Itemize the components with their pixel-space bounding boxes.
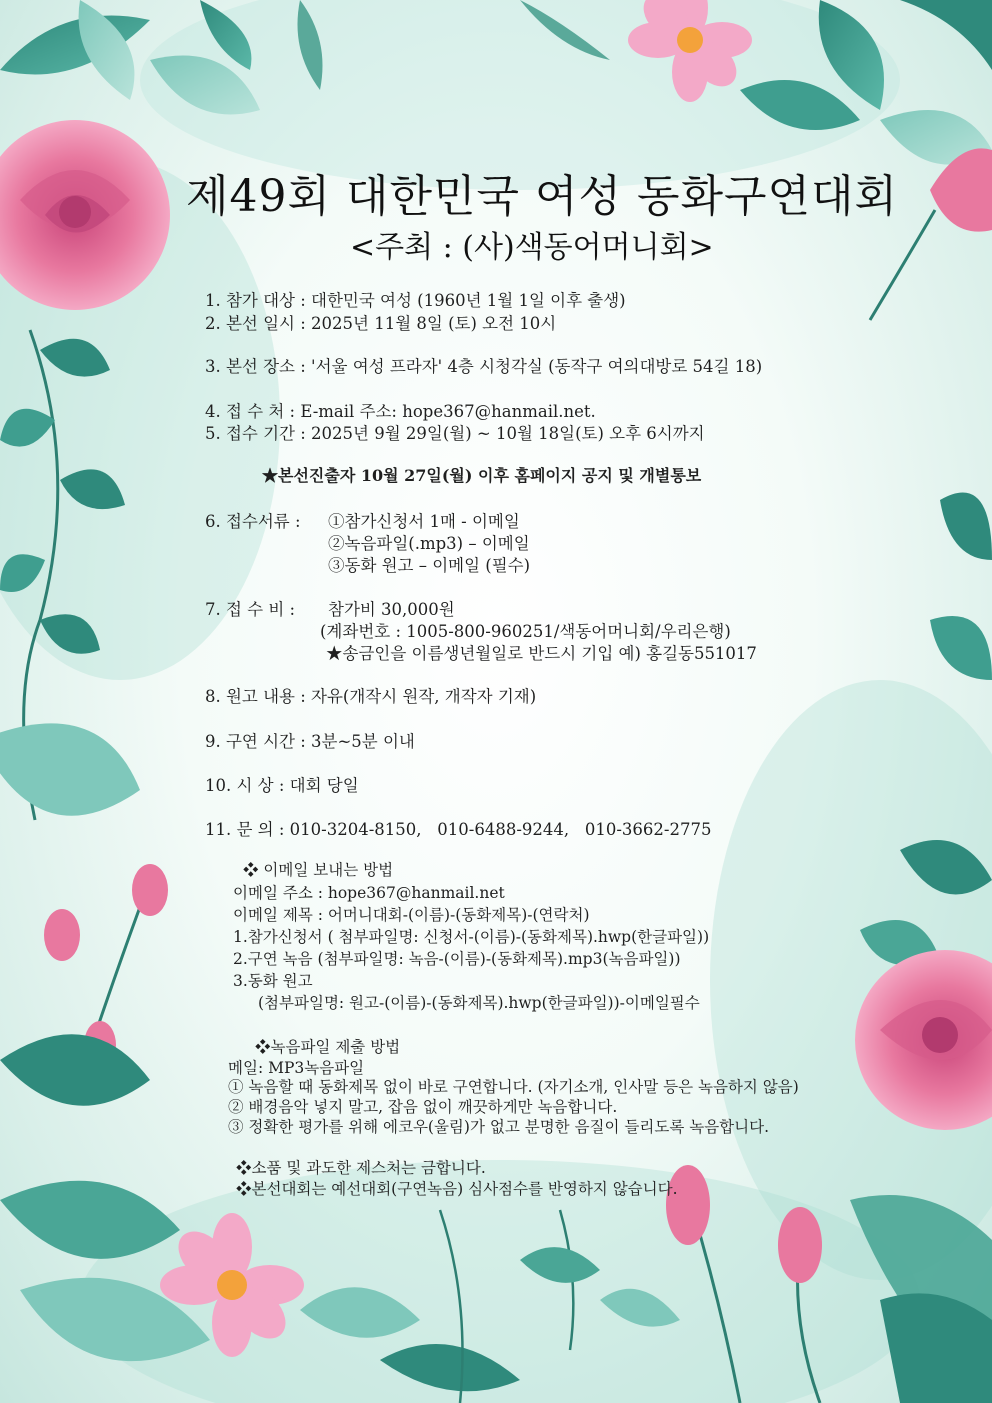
email-guide-line: 이메일 주소 : hope367@hanmail.net	[233, 884, 505, 902]
recording-guide-heading: ❖녹음파일 제출 방법	[255, 1038, 401, 1056]
recording-guide-line: ② 배경음악 넣지 말고, 잡음 없이 깨끗하게만 녹음합니다.	[228, 1098, 618, 1116]
email-guide-line: 2.구연 녹음 (첨부파일명: 녹음-(이름)-(동화제목).mp3(녹음파일))	[233, 950, 681, 968]
email-guide-line: 1.참가신청서 ( 첨부파일명: 신청서-(이름)-(동화제목).hwp(한글파일))	[233, 928, 710, 946]
item-award: 10. 시 상 : 대회 당일	[205, 776, 359, 795]
recording-guide-line: ③ 정확한 평가를 위해 에코우(울림)가 없고 분명한 음질이 들리도록 녹음합니다.	[228, 1118, 770, 1136]
documents-line-3: ③동화 원고 – 이메일 (필수)	[328, 556, 531, 575]
item-manuscript: 8. 원고 내용 : 자유(개작시 원작, 개작자 기재)	[205, 687, 537, 706]
fee-line-2: (계좌번호 : 1005-800-960251/색동어머니회/우리은행)	[320, 622, 731, 641]
item-participants: 1. 참가 대상 : 대한민국 여성 (1960년 1월 1일 이후 출생)	[205, 291, 626, 310]
item-duration: 9. 구연 시간 : 3분~5분 이내	[205, 732, 415, 751]
item-contact: 11. 문 의 : 010-3204-8150, 010-6488-9244, 010-3662-2775	[205, 820, 712, 839]
fee-label: 7. 접 수 비 :	[205, 600, 301, 619]
recording-guide-line: 메일: MP3녹음파일	[228, 1059, 365, 1077]
item-final-date: 2. 본선 일시 : 2025년 11월 8일 (토) 오전 10시	[205, 314, 557, 333]
item-final-venue: 3. 본선 장소 : '서울 여성 프라자' 4층 시청각실 (동작구 여의대방로 54길 18)	[205, 357, 763, 376]
fee-line-1: 참가비 30,000원	[328, 600, 455, 619]
item-submission-period: 5. 접수 기간 : 2025년 9월 29일(월) ~ 10월 18일(토) 오후 6시까지	[205, 424, 705, 443]
documents-line-2: ②녹음파일(.mp3) – 이메일	[328, 534, 530, 553]
email-guide-line: (첨부파일명: 원고-(이름)-(동화제목).hwp(한글파일))-이메일필수	[258, 994, 700, 1012]
poster-subtitle: <주최 : (사)색동어머니회>	[350, 230, 714, 265]
email-guide-heading: ❖ 이메일 보내는 방법	[243, 861, 394, 879]
email-guide-line: 3.동화 원고	[233, 972, 313, 990]
poster-title: 제49회 대한민국 여성 동화구연대회	[186, 171, 899, 222]
email-guide-line: 이메일 제목 : 어머니대회-(이름)-(동화제목)-(연락처)	[233, 906, 590, 924]
recording-guide-line: ① 녹음할 때 동화제목 없이 바로 구연합니다. (자기소개, 인사말 등은 녹음하지 않음)	[228, 1078, 799, 1096]
note-props: ❖소품 및 과도한 제스처는 금합니다.	[236, 1159, 486, 1177]
documents-line-1: ①참가신청서 1매 - 이메일	[328, 512, 520, 531]
fee-line-3: ★송금인을 이름생년월일로 반드시 기입 예) 홍길동551017	[326, 644, 757, 663]
documents-label: 6. 접수서류 :	[205, 512, 306, 531]
finalist-notice: ★본선진출자 10월 27일(월) 이후 홈페이지 공지 및 개별통보	[262, 466, 702, 485]
item-submission-email: 4. 접 수 처 : E-mail 주소: hope367@hanmail.net.	[205, 402, 596, 421]
note-preliminary-score: ❖본선대회는 예선대회(구연녹음) 심사점수를 반영하지 않습니다.	[236, 1180, 678, 1198]
